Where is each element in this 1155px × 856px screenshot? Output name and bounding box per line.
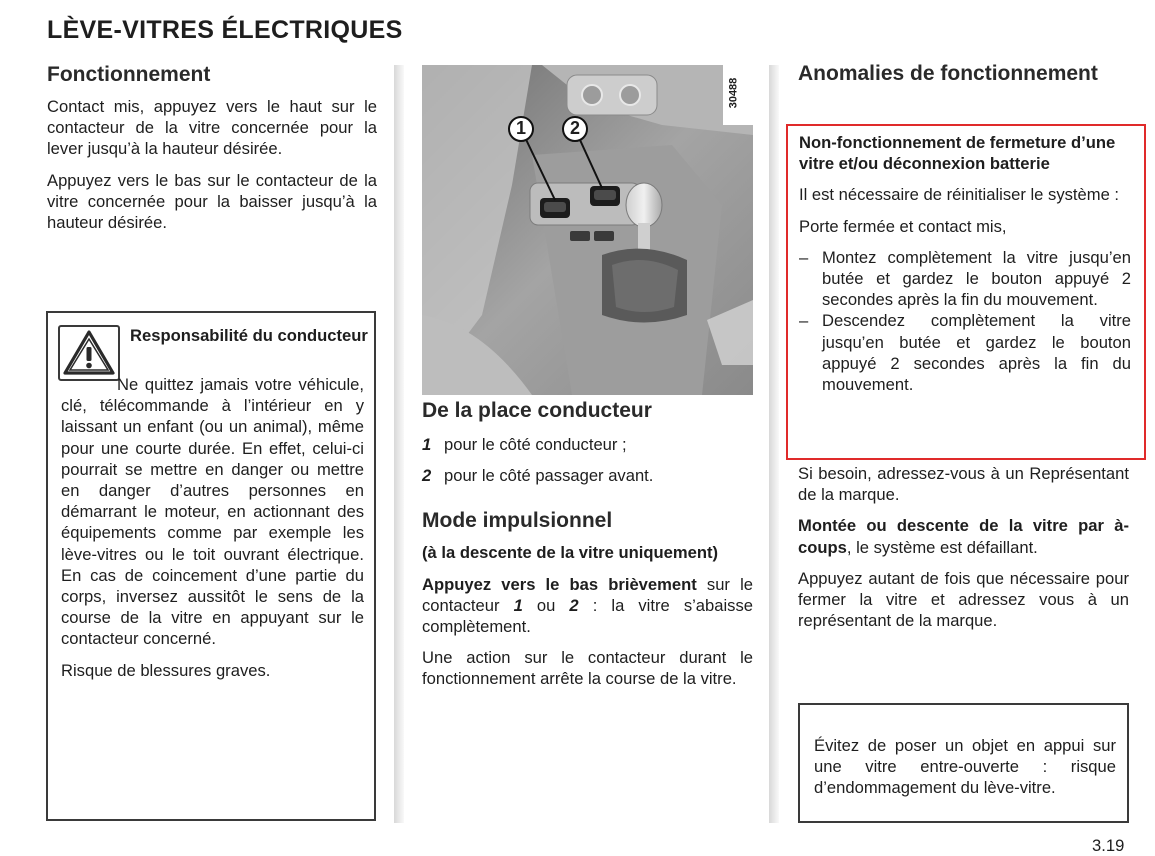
reset-intro: Il est nécessaire de réinitialiser le système : <box>799 185 1120 205</box>
step-1-text: Montez complètement la vitre jusqu’en butée et gardez le bouton appuyé 2 secondes après la fin du mouvement. <box>822 247 1131 310</box>
caution-note-box <box>798 703 1129 823</box>
dash-marker: – <box>799 247 809 267</box>
reset-procedure-box <box>786 124 1146 460</box>
reset-step-1 <box>799 247 1131 311</box>
warning-text: Ne quittez jamais votre véhicule, clé, télécommande à l’intérieur en y laissant un enfant (ou un animal), même pour une courte durée. En effet, celui-ci pourrait se mettre en danger ou mettre en danger d’autres personnes en démarrant le moteur, en actionnant des équipements comme par exemple les lève-vitres ou le toit ouvrant électrique. En cas de coincement d’une partie du corps, inversez aussitôt le sens de la course de la vitre en appuyant sur le contacteur concerné. <box>61 375 364 649</box>
impulse-text-c: : la vitre s’abaisse complètement. <box>422 595 753 637</box>
paragraph-representative: Si besoin, adressez-vous à un Représentant de la marque. <box>798 464 1129 505</box>
callout-1: 1 <box>515 118 526 138</box>
page-number: 3.19 <box>1092 836 1125 855</box>
warning-risk: Risque de blessures graves. <box>61 660 271 680</box>
column-fonctionnement <box>47 62 377 243</box>
column-divider <box>769 65 779 823</box>
caution-note-text: Évitez de poser un objet en appui sur une vitre entre-ouverte : risque d’endommagement du lève-vitre. <box>814 736 1116 798</box>
warning-title: Responsabilité du conducteur <box>130 326 368 345</box>
paragraph-lower: Appuyez vers le bas sur le contacteur de la vitre concernée pour la baisser jusqu’à la hauteur désirée. <box>47 170 377 233</box>
column-anomalies <box>798 61 1129 87</box>
section-heading-anomalies: Anomalies de fonctionnement <box>798 62 1098 85</box>
item-text-passenger: pour le côté passager avant. <box>444 466 654 486</box>
impulse-text-a: sur le contacteur <box>422 574 754 615</box>
reset-conditions: Porte fermée et contact mis, <box>799 216 1007 236</box>
reset-step-2 <box>799 310 1131 395</box>
item-text-driver: pour le côté conducteur ; <box>444 435 627 454</box>
impulse-number-1: 1 <box>513 595 523 615</box>
warning-body <box>61 374 364 691</box>
item-number-1: 1 <box>422 435 432 454</box>
figure-reference: 30488 <box>727 77 740 109</box>
section-heading-place-conducteur: De la place conducteur <box>422 399 652 422</box>
step-2-text: Descendez complètement la vitre jusqu’en butée et gardez le bouton appuyé 2 secondes après la fin du mouvement. <box>822 311 1131 395</box>
impulse-subtitle: (à la descente de la vitre uniquement) <box>422 543 719 563</box>
section-heading-fonctionnement: Fonctionnement <box>47 63 211 86</box>
section-heading-mode-impulsionnel: Mode impulsionnel <box>422 509 613 533</box>
jerky-rest: , le système est défaillant. <box>846 537 1038 557</box>
impulse-bold: Appuyez vers le bas brièvement <box>422 574 697 594</box>
jerky-bold: Montée ou descente de la vitre par à-coups <box>798 516 1129 557</box>
paragraph-jerky <box>798 515 1129 557</box>
list-item-driver <box>422 434 753 455</box>
anomalies-after-box <box>798 463 1129 641</box>
list-item-passenger <box>422 465 753 486</box>
warning-box <box>46 311 376 821</box>
impulse-text-b: ou <box>522 595 570 615</box>
paragraph-stop: Une action sur le contacteur durant le fonctionnement arrête la course de la vitre. <box>422 648 753 689</box>
paragraph-impulse <box>422 574 753 638</box>
dash-marker: – <box>799 311 809 331</box>
switch-photo <box>422 65 753 395</box>
reset-title: Non-fonctionnement de fermeture d’une vitre et/ou déconnexion batterie <box>799 133 1116 174</box>
paragraph-press-repeatedly: Appuyez autant de fois que nécessaire pour fermer la vitre et adressez vous à un représentant de la marque. <box>798 568 1129 631</box>
warning-triangle-icon <box>58 325 120 381</box>
item-number-2: 2 <box>422 466 432 486</box>
column-divider <box>394 65 404 823</box>
page-title: LÈVE-VITRES ÉLECTRIQUES <box>47 16 403 44</box>
paragraph-raise: Contact mis, appuyez vers le haut sur le contacteur de la vitre concernée pour la lever jusqu’à la hauteur désirée. <box>47 97 377 159</box>
column-place-conducteur <box>422 398 753 700</box>
impulse-number-2: 2 <box>569 595 579 615</box>
callout-2: 2 <box>569 118 580 138</box>
